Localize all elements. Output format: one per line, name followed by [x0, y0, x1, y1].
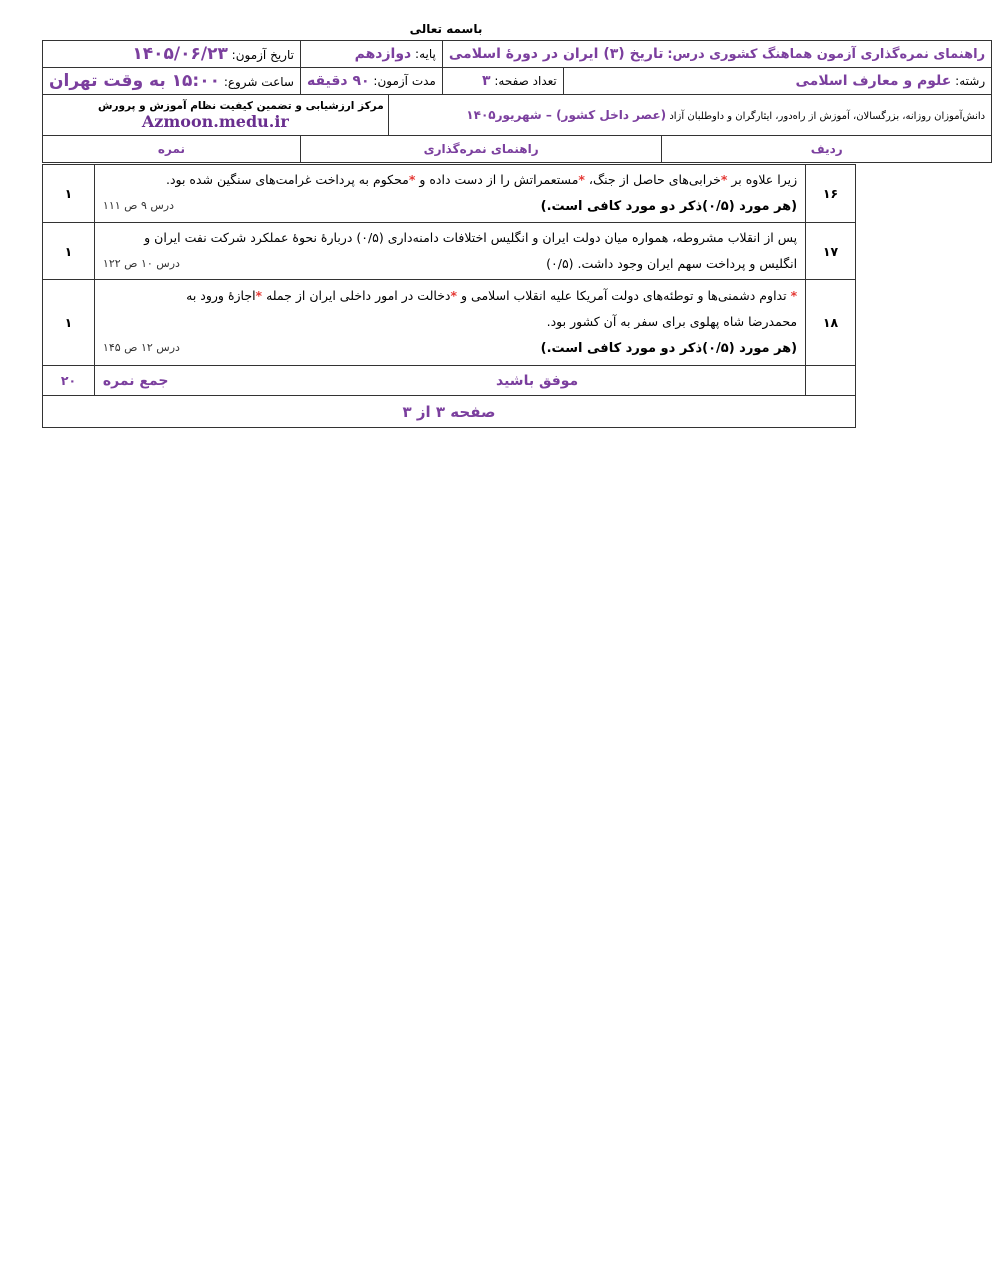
answer-note: (هر مورد (۰/۵)ذکر دو مورد کافی است.) [540, 199, 798, 214]
row-number: ۱۶ [806, 165, 856, 223]
answer-cell [94, 280, 805, 366]
answer-text: پس از انقلاب مشروطه، همواره میان دولت ایران و انگلیس اختلافات دامنه‌داری (۰/۵) دربارهٔ نحوهٔ عملکرد شرکت نفت ایران و [144, 230, 798, 245]
row-score: ۱ [43, 223, 95, 280]
start-value: ۱۵:۰۰ به وقت تهران [49, 71, 220, 91]
grade-cell: پایه: دوازدهم [300, 41, 442, 68]
answer-note: (هر مورد (۰/۵)ذکر دو مورد کافی است.) [540, 341, 798, 356]
answer-cell [94, 165, 805, 223]
answer-table [42, 164, 856, 428]
field-value: علوم و معارف اسلامی [795, 73, 952, 89]
asterisk-icon: * [720, 172, 728, 187]
answer-cell [94, 223, 805, 280]
total-cell [94, 366, 805, 396]
grade-value: دوازدهم [354, 46, 412, 62]
start-cell: ساعت شروع: ۱۵:۰۰ به وقت تهران [43, 68, 301, 95]
exam-header [42, 40, 992, 163]
field-cell: رشته: علوم و معارف اسلامی [563, 68, 991, 95]
participants: دانش‌آموزان روزانه، بزرگسالان، آموزش از راه‌دور، ایثارگران و داوطلبان آزاد [669, 111, 986, 122]
top-title: باسمه تعالی [409, 22, 483, 36]
exam-date: ۱۴۰۵/۰۶/۲۳ [132, 44, 228, 64]
course-cell: راهنمای نمره‌گذاری آزمون هماهنگ کشوری درس: تاریخ (۳) ایران در دورهٔ اسلامی [442, 41, 991, 68]
course-name: تاریخ (۳) ایران در دورهٔ اسلامی [448, 46, 664, 62]
row-score: ۱ [43, 165, 95, 223]
lesson-reference: درس ۱۰ ص ۱۲۲ [102, 257, 180, 270]
page-info: صفحه ۳ از ۳ [43, 396, 856, 428]
lesson-reference: درس ۹ ص ۱۱۱ [102, 199, 174, 212]
center-name: مرکز ارزشیابی و تضمین کیفیت نظام آموزش و پرورش [97, 99, 384, 112]
col-guide-header: راهنمای نمره‌گذاری [300, 136, 661, 163]
asterisk-icon: * [408, 172, 416, 187]
pages-cell: تعداد صفحه: ۳ [442, 68, 563, 95]
center-cell [43, 95, 389, 136]
total-row [43, 366, 856, 396]
asterisk-icon: * [255, 288, 263, 303]
session: (عصر داخل کشور) – شهریور۱۴۰۵ [466, 108, 667, 122]
total-label: جمع نمره [102, 372, 169, 389]
asterisk-icon: * [450, 288, 458, 303]
answer-text-2: محمدرضا شاه پهلوی برای سفر به آن کشور بود. [546, 314, 798, 329]
success-message: موفق باشید [496, 372, 579, 389]
duration-value: ۹۰ دقیقه [306, 73, 370, 89]
pages-value: ۳ [481, 73, 491, 89]
website: Azmoon.medu.ir [141, 111, 289, 131]
duration-cell: مدت آزمون: ۹۰ دقیقه [300, 68, 442, 95]
participants-cell [388, 95, 991, 136]
answer-text-2: انگلیس و پرداخت سهم ایران وجود داشت. (۰/۵) [546, 256, 798, 271]
row-score: ۱ [43, 280, 95, 366]
col-score-header: نمره [43, 136, 301, 163]
table-row [43, 223, 856, 280]
asterisk-icon: * [790, 288, 798, 303]
answer-text: * تداوم دشمنی‌ها و توطئه‌های دولت آمریکا علیه انقلاب اسلامی و *دخالت در امور داخلی ایران از جمله *اجازهٔ ورود به [186, 288, 798, 303]
row-number: ۱۸ [806, 280, 856, 366]
table-row [43, 165, 856, 223]
table-row [43, 280, 856, 366]
row-number: ۱۷ [806, 223, 856, 280]
asterisk-icon: * [578, 172, 585, 187]
answer-text: زیرا علاوه بر *خرابی‌های حاصل از جنگ، *مستعمراتش را از دست داده و *محکوم به پرداخت غرامت‌های سنگین شده بود. [165, 172, 798, 187]
total-score: ۲۰ [43, 366, 95, 396]
page-footer-row [43, 396, 856, 428]
lesson-reference: درس ۱۲ ص ۱۴۵ [102, 341, 180, 354]
date-cell: تاریخ آزمون: ۱۴۰۵/۰۶/۲۳ [43, 41, 301, 68]
col-row-header: ردیف [662, 136, 992, 163]
